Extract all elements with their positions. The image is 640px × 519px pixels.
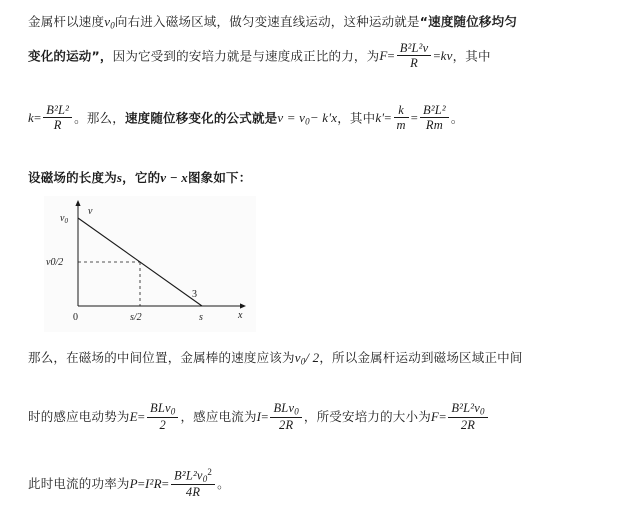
p3-symbol-s: s [116,170,123,185]
p4-text-2: ，所以金属杆运动到磁场区域正中间 [319,350,523,365]
p2-equation-v: $v = v_0- k'x$ [277,110,338,127]
chart-annotation-3: 3 [192,289,197,300]
chart-ytick-v0half: v0/2 [46,257,64,268]
chart-xtick-s: s [199,312,203,323]
p4-symbol-v0: $v_0$ [294,350,306,367]
p2-text-2: ，其中 [337,110,376,126]
p5-text-3: ，所受安培力的大小为 [303,409,431,425]
p1-text-3: 因为它受到的安培力就是与速度成正比的力，为 [112,48,380,64]
p2-text-1: 。那么， [74,110,125,126]
vx-graph [44,196,256,332]
p1-bold-2: 变化的运动”， [28,48,113,64]
p4-text-1: 那么，在磁场的中间位置，金属棒的速度应该为 [28,350,295,365]
p1-text-4: ，其中 [452,48,491,64]
p3-text-3: 图象如下： [187,170,252,185]
chart-ytick-v0: $v_0$ [60,213,68,225]
chart-xtick-shalf: s/2 [130,312,142,323]
p6-text-2: 。 [217,475,230,491]
paragraph-6 [28,468,628,501]
p5-equation-E: E= $\frac{BLv_0}{2}$ [130,409,181,424]
p2-equation-k: k= $\frac{\text{B²L²}}{R}$ [28,110,74,125]
p1-symbol-v0: $v_0$ [104,14,115,31]
paragraph-1-line2 [28,42,628,72]
paragraph-3 [28,168,628,188]
p1-text-1: 金属杆以速度 [28,14,105,29]
p5-equation-I: I= $\frac{BLv_0}{2R}$ [257,409,304,424]
p6-text-1: 此时电流的功率为 [28,475,130,491]
chart-xlabel: x [238,310,243,321]
paragraph-2 [28,104,628,134]
p1-equation-F: F= $\frac{\text{B²L²v}}{R}$ =kv [379,41,453,71]
chart-xtick-0: 0 [73,312,78,323]
p2-bold-1: 速度随位移变化的公式就是 [124,110,278,126]
p1-bold-1: “速度随位移均匀 [419,14,518,29]
p5-equation-F: F= $\frac{B^2L^2v_0}{2R}$ [431,409,490,424]
p5-text-2: ，感应电流为 [180,409,257,425]
p3-symbol-vx: v − x [160,170,188,185]
p3-text-1: 设磁场的长度为 [28,170,117,185]
p1-text-2: 向右进入磁场区域，做匀变速直线运动，这种运动就是 [114,14,420,29]
p5-text-1: 时的感应电动势为 [28,409,130,425]
p2-equation-kprime: k'= $\frac{k}{m}$ = $\frac{\text{B²L²}}{Rm}$ [375,110,451,125]
paragraph-1 [28,12,628,33]
p6-equation-P: P=I²R= $\frac{B^2L^2v_0^2}{4R}$ [130,476,217,491]
p4-text-half: / 2 [305,350,320,365]
paragraph-5 [28,402,628,433]
paragraph-4 [28,348,628,369]
p2-text-3: 。 [450,110,464,126]
p3-text-2: ，它的 [122,170,161,185]
chart-ylabel: v [88,206,93,217]
